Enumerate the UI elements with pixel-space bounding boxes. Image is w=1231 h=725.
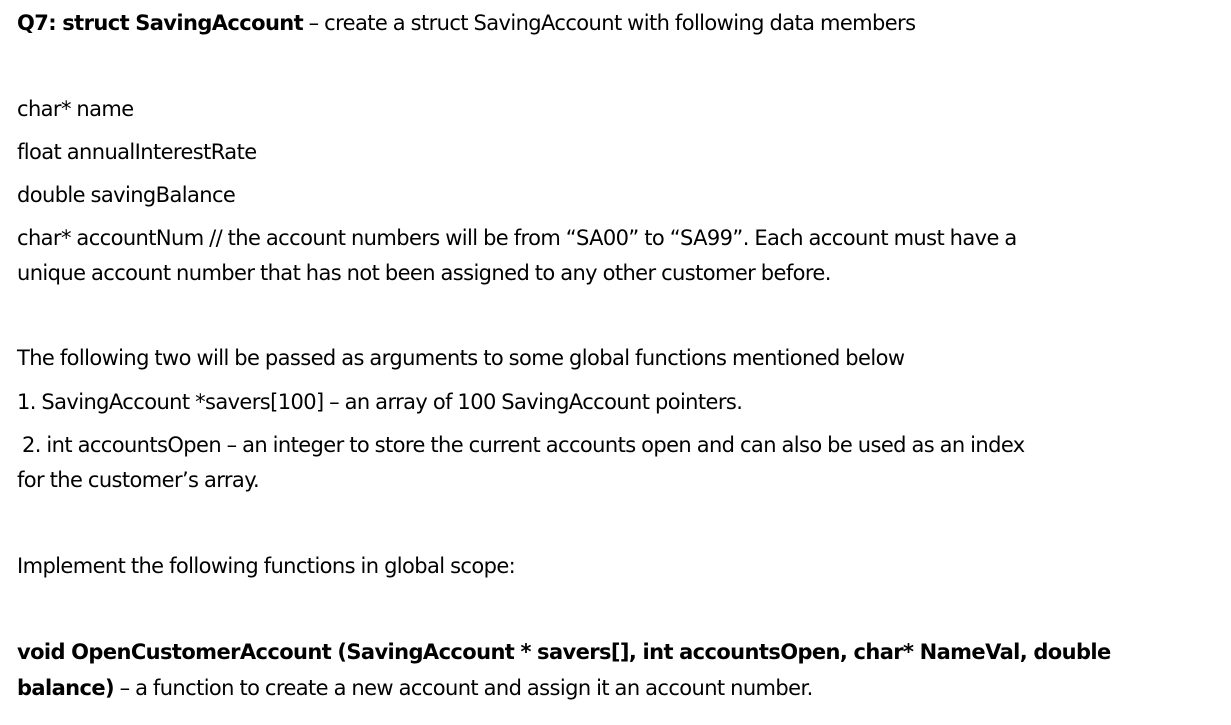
question-title: Q7: struct SavingAccount (17, 11, 304, 35)
member-account-num-continued: unique account number that has not been assigned to any other customer before. (17, 261, 831, 285)
question-description: – create a struct SavingAccount with following data members (303, 11, 916, 35)
member-account-num: char* accountNum // the account numbers will be from “SA00” to “SA99”. Each account must have a (17, 226, 1017, 250)
arguments-intro: The following two will be passed as arguments to some global functions mentioned below (17, 346, 905, 370)
member-annual-interest-rate: float annualInterestRate (17, 140, 257, 164)
argument-item-accounts-open-continued: for the customer’s array. (17, 468, 260, 492)
function-description: – a function to create a new account and assign it an account number. (114, 676, 813, 700)
argument-item-savers: 1. SavingAccount *savers[100] – an array of 100 SavingAccount pointers. (17, 390, 743, 414)
question-heading (17, 5, 915, 41)
member-name: char* name (17, 97, 134, 121)
member-saving-balance: double savingBalance (17, 183, 236, 207)
function-signature-continued (17, 670, 813, 706)
implement-intro: Implement the following functions in global scope: (17, 554, 516, 578)
argument-item-accounts-open: 2. int accountsOpen – an integer to store the current accounts open and can also be used as an index (22, 433, 1025, 457)
function-signature: void OpenCustomerAccount (SavingAccount * savers[], int accountsOpen, char* NameVal, double (17, 640, 1111, 664)
function-signature-end: balance) (17, 676, 115, 700)
